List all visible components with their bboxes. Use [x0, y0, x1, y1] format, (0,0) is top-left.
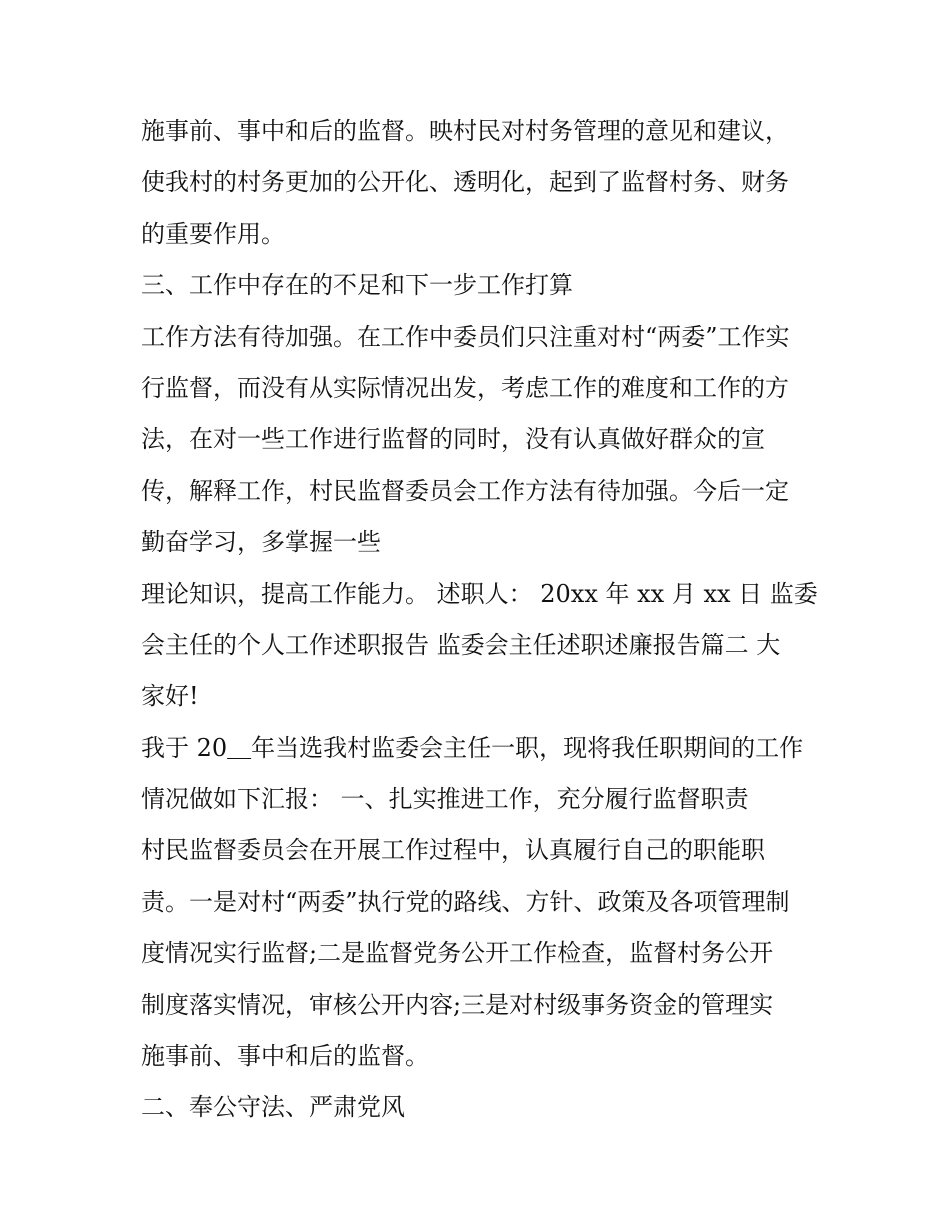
text-line: 使我村的村务更加的公开化、透明化，起到了监督村务、财务 [141, 168, 789, 197]
text-line: 责。一是对村“两委”执行党的路线、方针、政策及各项管理制 [141, 887, 790, 916]
text-line: 勤奋学习，多掌握一些 [141, 528, 381, 557]
text-line: 我于 20＿年当选我村监委会主任一职，现将我任职期间的工作 [141, 733, 804, 762]
section-heading: 三、工作中存在的不足和下一步工作打算 [141, 271, 573, 300]
text-line: 施事前、事中和后的监督。 [141, 1042, 429, 1071]
section-heading: 二、奉公守法、严肃党风 [141, 1093, 405, 1122]
text-line: 的重要作用。 [141, 219, 285, 248]
text-line: 法，在对一些工作进行监督的同时，没有认真做好群众的宣 [141, 425, 765, 454]
text-line: 家好! [141, 682, 199, 711]
text-line: 情况做如下汇报： 一、扎实推进工作，充分履行监督职责 [141, 785, 749, 814]
text-line: 理论知识，提高工作能力。 述职人： 20xx 年 xx 月 xx 日 监委 [141, 579, 818, 608]
text-line: 制度落实情况，审核公开内容;三是对村级事务资金的管理实 [141, 990, 774, 1019]
document-body [141, 106, 821, 1134]
text-line: 度情况实行监督;二是监督党务公开工作检查，监督村务公开 [141, 939, 774, 968]
text-line: 传，解释工作，村民监督委员会工作方法有待加强。今后一定 [141, 476, 789, 505]
text-line: 村民监督委员会在开展工作过程中，认真履行自己的职能职 [141, 836, 765, 865]
text-line: 工作方法有待加强。在工作中委员们只注重对村“两委”工作实 [141, 322, 790, 351]
text-line: 行监督，而没有从实际情况出发，考虑工作的难度和工作的方 [141, 373, 789, 402]
text-line: 会主任的个人工作述职报告 监委会主任述职述廉报告篇二 大 [141, 630, 781, 659]
text-line: 施事前、事中和后的监督。映村民对村务管理的意见和建议， [141, 117, 789, 145]
